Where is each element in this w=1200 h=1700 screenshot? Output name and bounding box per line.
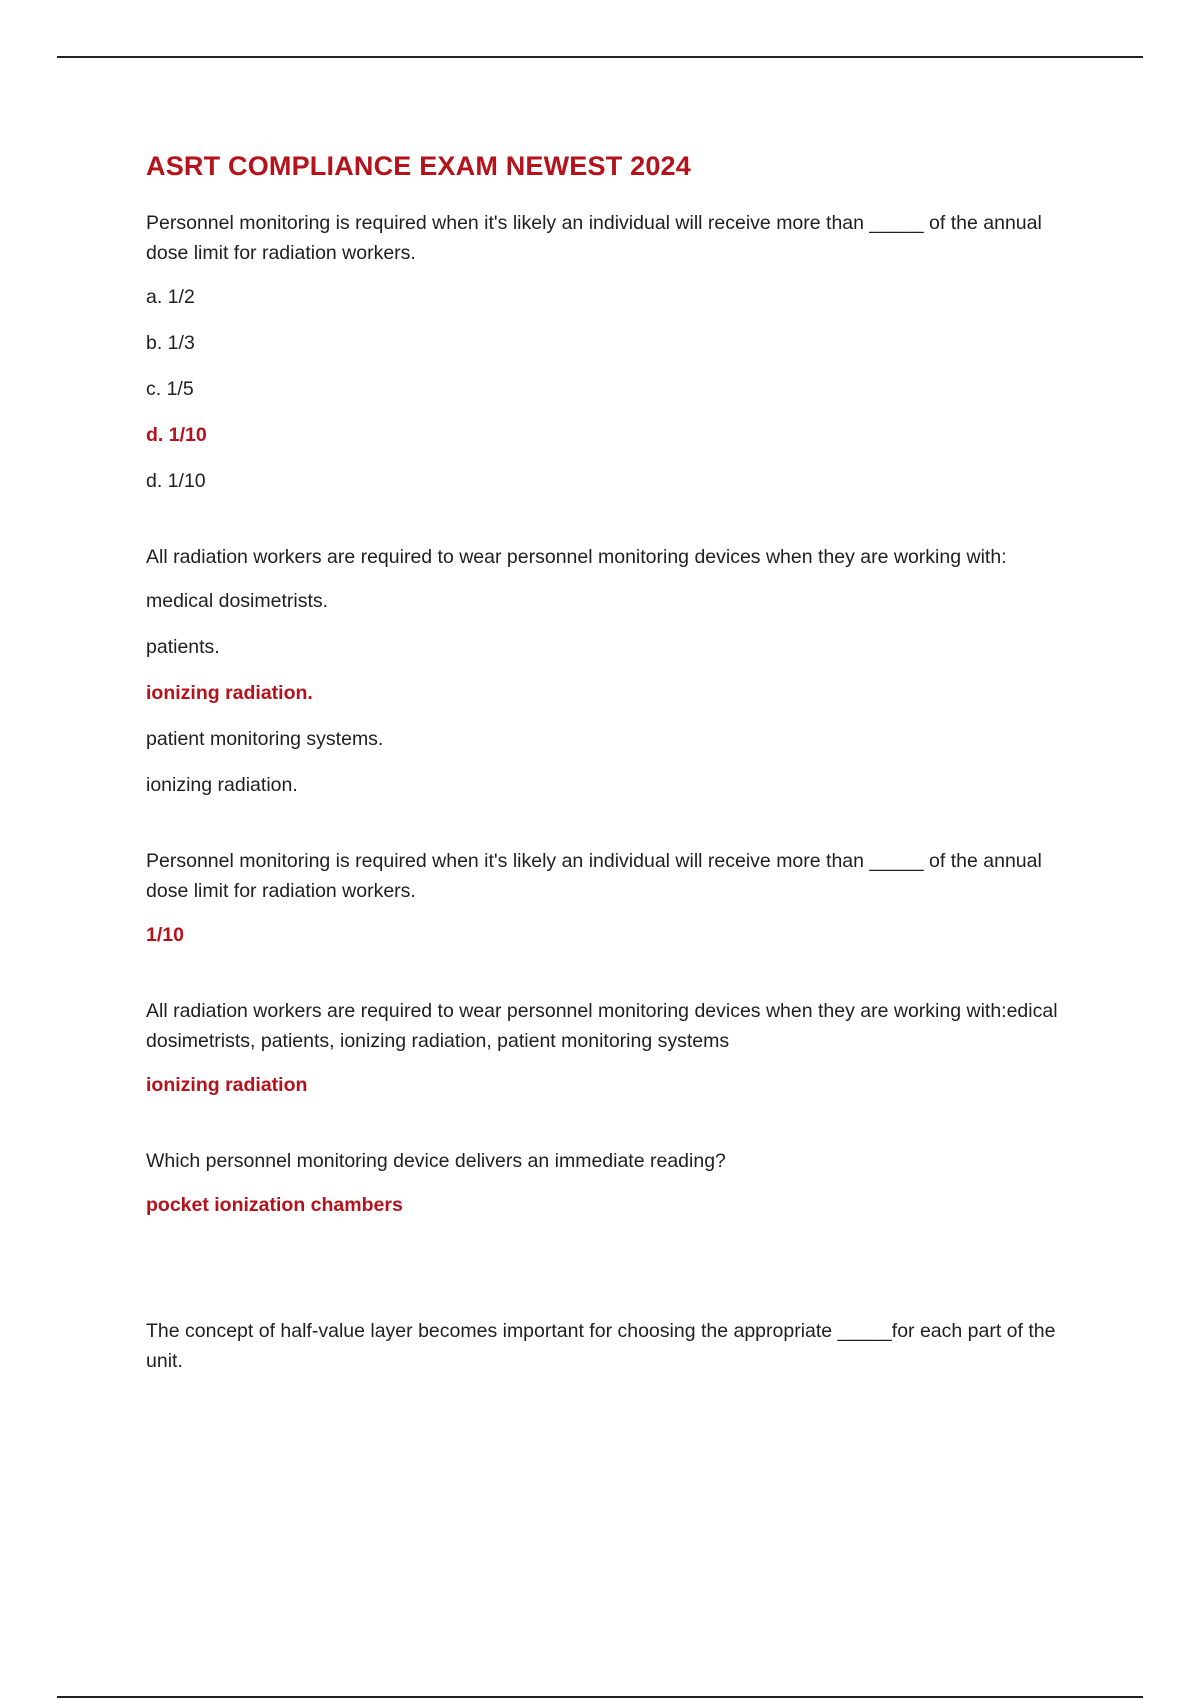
option-ionizing-radiation: ionizing radiation.: [146, 774, 298, 796]
option-c: c. 1/5: [146, 378, 194, 400]
option-medical-dosimetrists: medical dosimetrists.: [146, 590, 329, 612]
question-text: Personnel monitoring is required when it's likely an individual will receive more than _____ of the annual dose limit for radiation workers.: [146, 212, 1042, 264]
option-patient-monitoring-systems: patient monitoring systems.: [146, 728, 384, 750]
correct-answer-ionizing-radiation: ionizing radiation.: [146, 682, 313, 704]
bottom-rule: [57, 1696, 1143, 1698]
option-b: b. 1/3: [146, 332, 195, 354]
question-block-4: [146, 996, 1086, 1100]
document-body: [146, 146, 1086, 1422]
question-block-3: [146, 846, 1086, 950]
question-text: Which personnel monitoring device delivers an immediate reading?: [146, 1150, 726, 1172]
correct-answer-d: d. 1/10: [146, 424, 207, 446]
question-text: The concept of half-value layer becomes important for choosing the appropriate _____for each part of the unit.: [146, 1320, 1056, 1372]
question-text: All radiation workers are required to wear personnel monitoring devices when they are working with:: [146, 546, 1007, 568]
question-text: Personnel monitoring is required when it's likely an individual will receive more than _____ of the annual dose limit for radiation workers.: [146, 850, 1042, 902]
option-a: a. 1/2: [146, 286, 195, 308]
top-rule: [57, 56, 1143, 58]
correct-answer: 1/10: [146, 924, 184, 946]
correct-answer: ionizing radiation: [146, 1074, 308, 1096]
document-title: ASRT COMPLIANCE EXAM NEWEST 2024: [146, 151, 691, 181]
question-block-5: [146, 1146, 1086, 1220]
question-block-2: [146, 542, 1086, 800]
question-block-6: [146, 1316, 1086, 1376]
correct-answer: pocket ionization chambers: [146, 1194, 403, 1216]
option-patients: patients.: [146, 636, 220, 658]
question-block-1: [146, 208, 1086, 496]
question-text: All radiation workers are required to wear personnel monitoring devices when they are working with:edical dosimetrists, patients, ionizing radiation, patient monitoring systems: [146, 1000, 1058, 1052]
option-d: d. 1/10: [146, 470, 206, 492]
